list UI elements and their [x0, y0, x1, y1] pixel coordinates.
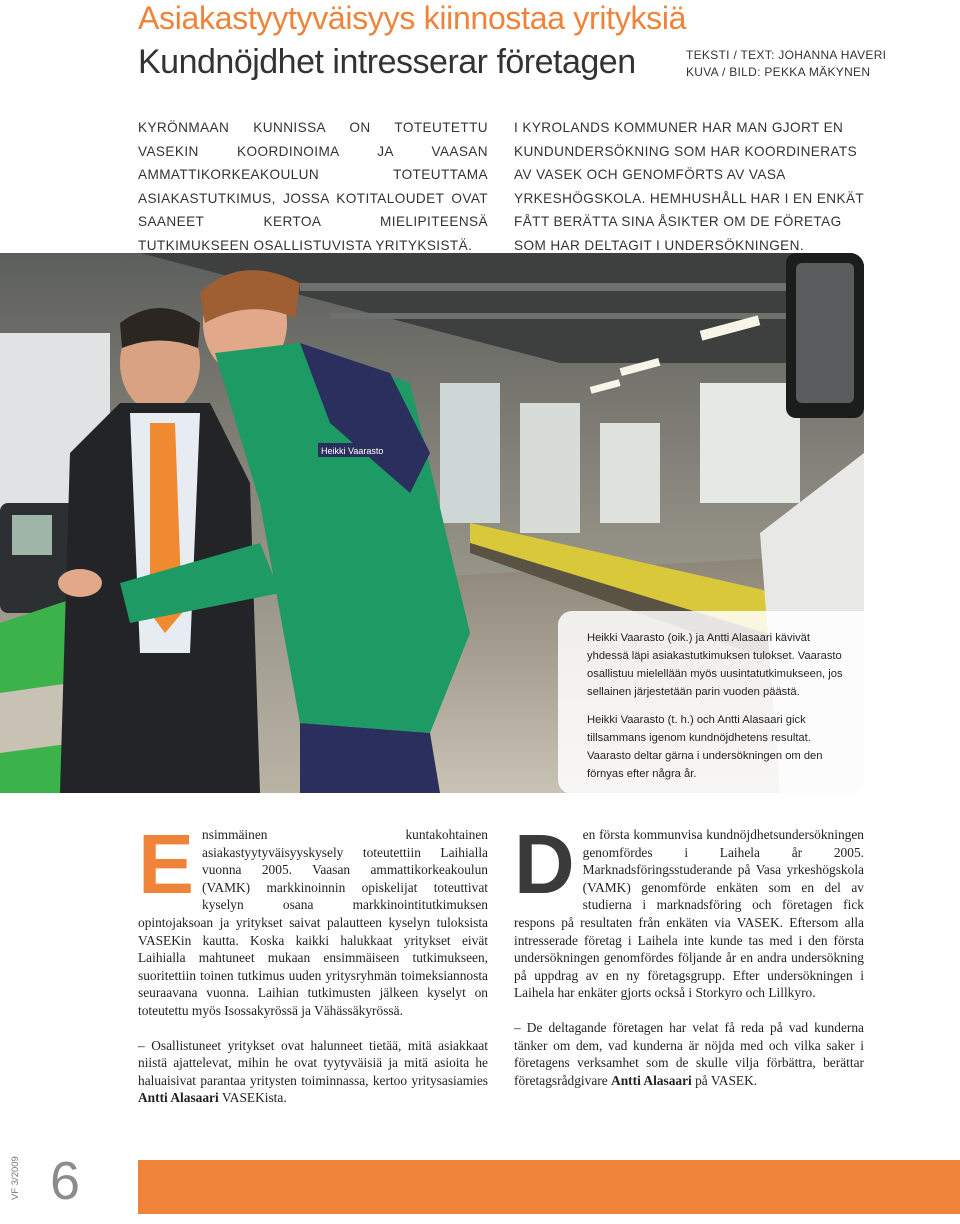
article-fi-paragraph-2	[138, 1037, 488, 1107]
name-badge: Heikki Vaarasto	[321, 446, 384, 456]
article-sv-person: Antti Alasaari	[611, 1072, 692, 1088]
credits	[686, 47, 886, 81]
article-fi-text-3: VASEKista.	[218, 1090, 287, 1106]
lead-finnish: KYRÖNMAAN KUNNISSA ON TOTEUTETTU VASEKIN KOORDINOIMA JA VAASAN AMMATTIKORKEAKOULUN TOTEUTTAMA ASIAKASTUTKIMUS, JOSSA KOTITALOUDET OVAT SAANEET KERTOA MIELIPITEENSÄ TUTKIMUKSEEN OSALLISTUVISTA YRITYKSISTÄ.	[138, 120, 488, 253]
article-sv-text-1: en första kommunvisa kundnöjdhetsundersökningen genomfördes i Laihela år 2005. Marknadsföringsstuderande på Vasa yrkeshögskola (VAMK) genomförde enkäten som en del av studierna i marknadsföring och företagen fick respons på resultaten från enkäten via VASEK. Eftersom alla intresserade företag i Laihela inte kunde tas med i den första undersökningen genomfördes följande år en andra undersökning på uppdrag av en ny företagsgrupp. Efter undersökningen i Laihela har enkäter gjorts också i Storkyro och Lillkyro.	[514, 827, 864, 1001]
credit-text: TEKSTI / TEXT: JOHANNA HAVERI	[686, 48, 887, 62]
caption-swedish: Heikki Vaarasto (t. h.) och Antti Alasaari gick tillsammans igenom kundnöjdhetens resultat. Vaarasto deltar gärna i undersökningen om den förnyas efter några år.	[587, 714, 823, 780]
page-number: 6	[50, 1151, 81, 1211]
article-sv-text-2: – De deltagande företagen har velat få reda på vad kunderna tänker om dem, vad kunderna är nöjda med och vilka saker i företagens verksamhet som de skulle vilja förbättra, berättar företagsrådgivare	[514, 1019, 864, 1088]
article-swedish	[514, 817, 864, 1089]
article-fi-person: Antti Alasaari	[138, 1090, 219, 1106]
credit-photo: KUVA / BILD: PEKKA MÄKYNEN	[686, 65, 871, 79]
article-sv-text-3: på VASEK.	[691, 1072, 758, 1088]
caption-finnish: Heikki Vaarasto (oik.) ja Antti Alasaari kävivät yhdessä läpi asiakastutkimuksen tulokset. Vaarasto osallistuu mielellään myös uusintatutkimukseen, jos sellainen järjestetään parin vuoden päästä.	[587, 632, 843, 698]
dropcap-d: D	[514, 817, 575, 911]
article-fi-text-1: nsimmäinen kuntakohtainen asiakastyytyväisyyskysely toteutettiin Laihialla vuonna 2005. Vaasan ammattikorkeakoulun (VAMK) markkinoinnin opiskelijat toteuttivat kyselyn osana markkinointitutkimuksen opintojaksoan ja yritykset saivat palautteen kyselyn tuloksista VASEKin kautta. Koska kaikki halukkaat yritykset eivät Laihialla mahtuneet mukaan ensimmäiseen tutkimukseen, suoritettiin toinen tutkimus uuden yritysryhmän toimeksiannosta seuraavana vuonna. Laihian tutkimusten jälkeen kyselyt on toteutettu myös Isossakyrössä ja Vähässäkyrössä.	[138, 827, 488, 1018]
title-swedish: Kundnöjdhet intresserar företagen	[138, 43, 636, 81]
article-sv-paragraph-2	[514, 1019, 864, 1089]
lead-swedish: I KYROLANDS KOMMUNER HAR MAN GJORT EN KUNDUNDERSÖKNING SOM HAR KOORDINERATS AV VASEK OCH GENOMFÖRTS AV VASA YRKESHÖGSKOLA. HEMHUSHÅLL HAR I EN ENKÄT FÅTT BERÄTTA SINA ÅSIKTER OM DE FÖRETAG SOM HAR DELTAGIT I UNDERSÖKNINGEN.	[514, 120, 864, 253]
article-sv-paragraph-1	[514, 817, 864, 1002]
issue-label: VF 3/2009	[10, 1156, 21, 1200]
photo-caption	[558, 611, 864, 794]
dropcap-e: E	[138, 817, 195, 911]
title-finnish: Asiakastyytyväisyys kiinnostaa yrityksiä	[138, 0, 687, 36]
article-fi-paragraph-1	[138, 817, 488, 1020]
article-finnish	[138, 817, 488, 1107]
footer-accent-bar	[138, 1160, 960, 1214]
article-fi-text-2: – Osallistuneet yritykset ovat halunneet tietää, mitä asiakkaat niistä ajattelevat, mihin he ovat tyytyväisiä ja mitä asioita he haluaisivat parantaa yritysten toiminnassa, kertoo yritysasiamies	[138, 1037, 488, 1088]
